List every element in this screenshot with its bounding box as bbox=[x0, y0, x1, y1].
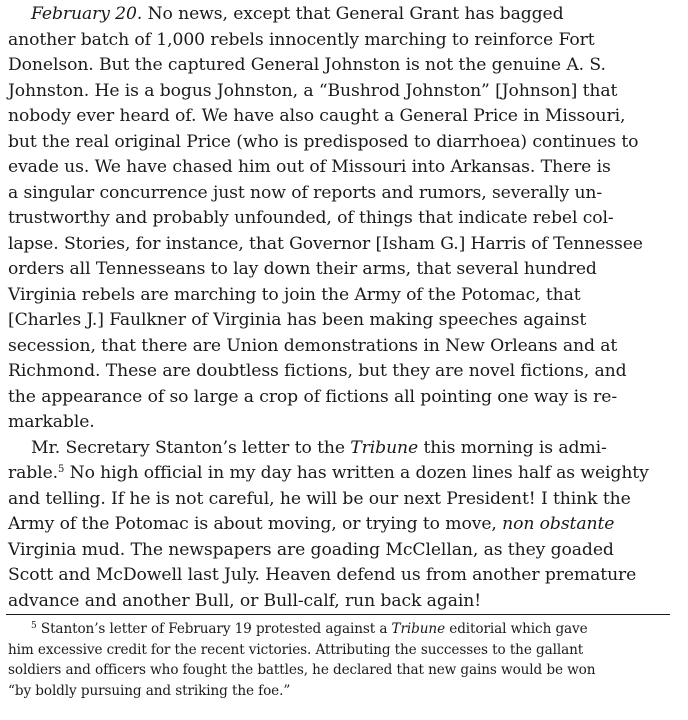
paragraph-february-20 bbox=[8, 2, 676, 436]
text-line: a singular concurrence just now of reports and rumors, severally un- bbox=[8, 182, 603, 203]
text-line: February 20. No news, except that General Grant has bagged bbox=[31, 4, 564, 24]
text-line: secession, that there are Union demonstrations in New Orleans and at bbox=[8, 335, 618, 356]
text-line: nobody ever heard of. We have also caught a General Price in Missouri, bbox=[8, 106, 626, 126]
entry-date: February 20. bbox=[31, 4, 143, 24]
text-line: another batch of 1,000 rebels innocently marching to reinforce Fort bbox=[8, 29, 595, 50]
text-line: but the real original Price (who is predisposed to diarrhoea) continues to bbox=[8, 131, 639, 152]
text-line: orders all Tennesseans to lay down their arms, that several hundred bbox=[8, 259, 597, 279]
footnote-marker: 5 bbox=[58, 464, 65, 475]
text-line: trustworthy and probably unfounded, of things that indicate rebel col- bbox=[8, 208, 614, 228]
footnote-line: him excessive credit for the recent victories. Attributing the successes to the gallant bbox=[8, 641, 584, 658]
text-line: the appearance of so large a crop of fictions all pointing one way is re- bbox=[8, 386, 618, 407]
text-line: Army of the Potomac is about moving, or trying to move, non obstante bbox=[8, 514, 615, 534]
footnote-line: “by boldly pursuing and striking the foe.” bbox=[8, 682, 291, 699]
tribune-title: Tribune bbox=[391, 621, 446, 637]
text-line: lapse. Stories, for instance, that Governor [Isham G.] Harris of Tennessee bbox=[8, 233, 643, 254]
footnote-divider bbox=[6, 614, 670, 615]
footnote-number: 5 bbox=[31, 621, 37, 631]
text-line: Virginia mud. The newspapers are goading McClellan, as they goaded bbox=[8, 539, 614, 560]
text-line: advance and another Bull, or Bull-calf, run back again! bbox=[8, 590, 482, 611]
text-line: and telling. If he is not careful, he will be our next President! I think the bbox=[8, 488, 631, 509]
text-line: Scott and McDowell last July. Heaven defend us from another premature bbox=[8, 565, 637, 585]
footnote bbox=[8, 619, 676, 701]
footnote-line: soldiers and officers who fought the battles, he declared that new gains would be won bbox=[8, 662, 596, 678]
text-line: [Charles J.] Faulkner of Virginia has been making speeches against bbox=[8, 310, 587, 330]
text-line: evade us. We have chased him out of Missouri into Arkansas. There is bbox=[8, 157, 611, 177]
text-line: rable.$^5$ No high official in my day has written a dozen lines half as weighty bbox=[8, 463, 649, 483]
text-line: Johnston. He is a bogus Johnston, a “Bushrod Johnston” [Johnson] that bbox=[8, 80, 618, 101]
tribune-title: Tribune bbox=[350, 437, 419, 458]
footnote-line: $^5$ Stanton’s letter of February 19 protested against a Tribune editorial which gave bbox=[31, 621, 588, 637]
text-line: markable. bbox=[8, 412, 95, 432]
text-line: Donelson. But the captured General Johnston is not the genuine A. S. bbox=[8, 55, 606, 75]
text-line: Mr. Secretary Stanton’s letter to the Tribune this morning is admi- bbox=[31, 437, 607, 458]
latin-phrase: non obstante bbox=[502, 514, 615, 534]
paragraph-stanton-letter bbox=[8, 436, 676, 615]
text-line: Richmond. These are doubtless fictions, but they are novel fictions, and bbox=[8, 361, 627, 381]
diary-page bbox=[8, 2, 676, 614]
text-line: Virginia rebels are marching to join the Army of the Potomac, that bbox=[8, 284, 581, 305]
